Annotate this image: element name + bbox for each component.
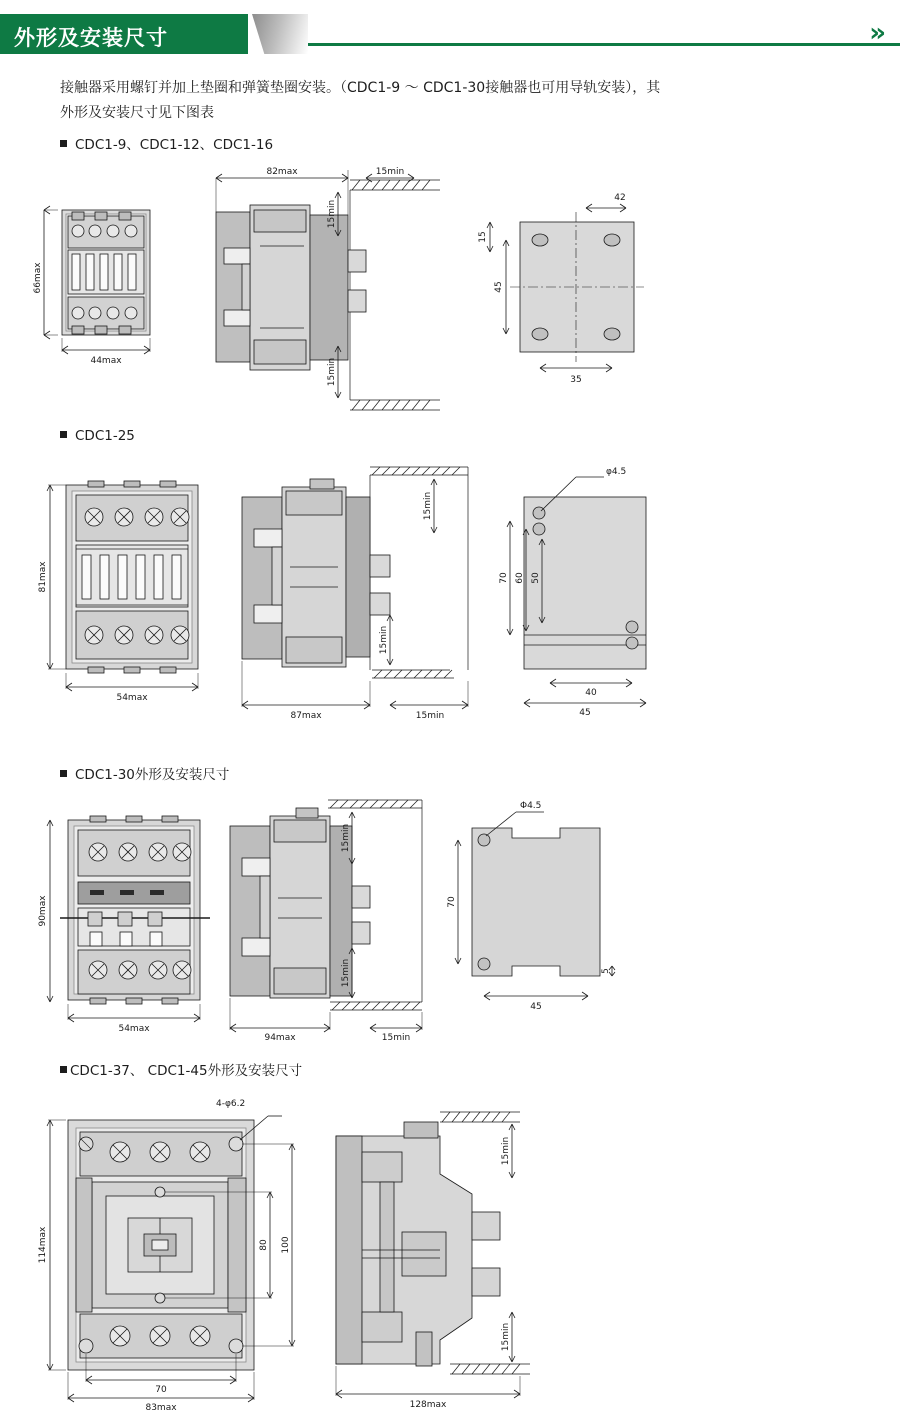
side-m2-label-4: 15min (501, 1322, 511, 1352)
front-c-label-4: 70 (155, 1385, 167, 1395)
header-wedge-decoration (252, 14, 308, 54)
section-caption-2-label: CDC1-25 (75, 428, 135, 444)
figure-cdc1-25 (20, 455, 880, 745)
section-caption-4 (60, 1059, 302, 1079)
side-m1-label-2: 15min (423, 491, 433, 521)
double-chevron-right-icon: » (869, 18, 886, 48)
front-width-label-2: 54max (116, 693, 148, 703)
front-height-label-4: 114max (38, 1226, 48, 1264)
front-height-label-1: 66max (33, 262, 43, 294)
mounting-view-1 (478, 193, 644, 385)
mount-a-label-3: 70 (447, 896, 457, 908)
front-width-label-1: 44max (90, 356, 122, 366)
front-width-label-3: 54max (118, 1024, 150, 1034)
front-holes-label-4: 4-φ6.2 (216, 1099, 246, 1109)
section-caption-2 (60, 428, 135, 444)
mount-c-label-2: 50 (531, 572, 541, 584)
section-caption-3-label: CDC1-30外形及安装尺寸 (75, 767, 230, 783)
intro-line-1: 接触器采用螺钉并加上垫圈和弹簧垫圈安装。（CDC1-9 ～ CDC1-30接触器也可用导轨安装），其 (60, 80, 661, 96)
front-a-label-4: 80 (259, 1239, 269, 1251)
front-view-3 (38, 816, 210, 1034)
side-m2-label-3: 15min (341, 958, 351, 988)
front-view-1 (33, 206, 150, 366)
side-view-4 (336, 1112, 530, 1410)
intro-text (60, 76, 750, 126)
mounting-view-3 (447, 801, 615, 1012)
figure-cdc1-30 (20, 790, 880, 1050)
mount-a-label-1: 42 (614, 193, 626, 203)
mount-a-label-2: 70 (499, 572, 509, 584)
square-bullet-icon (60, 1066, 67, 1073)
front-view-4 (38, 1099, 295, 1412)
intro-line-2: 外形及安装尺寸见下图表 (60, 105, 214, 121)
side-m3-label-2: 15min (415, 711, 445, 721)
mount-dia-label-3: Φ4.5 (520, 801, 542, 811)
figure-2-drawing (20, 455, 880, 745)
front-height-label-3: 90max (38, 895, 48, 927)
side-m1-label-3: 15min (341, 823, 351, 853)
side-view-1 (216, 167, 440, 410)
mount-b-label-2: 60 (515, 572, 525, 584)
side-view-3 (230, 800, 422, 1043)
side-width-label-4: 128max (409, 1400, 447, 1410)
mount-e-label-2: 45 (579, 708, 591, 718)
side-gap-label-1: 15min (375, 167, 405, 177)
side-m2-label-2: 15min (379, 625, 389, 655)
side-view-2 (242, 467, 468, 721)
section-caption-1-label: CDC1-9、CDC1-12、CDC1-16 (75, 137, 274, 153)
square-bullet-icon (60, 140, 67, 147)
side-width-label-3: 94max (264, 1033, 296, 1043)
square-bullet-icon (60, 770, 67, 777)
mount-c-label-3: 45 (530, 1002, 542, 1012)
side-width-label-2: 87max (290, 711, 322, 721)
mount-d-label-1: 35 (570, 375, 582, 385)
figure-3-drawing (20, 790, 880, 1050)
page-title: 外形及安装尺寸 (14, 26, 168, 50)
mount-b-label-3: 5 (601, 968, 611, 974)
front-d-label-4: 83max (145, 1403, 177, 1412)
side-m1-label-1: 15min (327, 199, 337, 229)
side-m2-label-1: 15min (327, 357, 337, 387)
header-rule (308, 43, 900, 46)
front-view-2 (38, 481, 198, 703)
figure-cdc1-37-45 (20, 1082, 880, 1412)
mount-b-label-1: 15 (478, 231, 488, 243)
mount-d-label-2: 40 (585, 688, 597, 698)
section-caption-4-label: CDC1-37、 CDC1-45外形及安装尺寸 (70, 1063, 303, 1079)
front-b-label-4: 100 (281, 1236, 291, 1254)
page-header (0, 0, 900, 62)
mounting-view-2 (499, 467, 646, 718)
side-m1-label-4: 15min (501, 1136, 511, 1166)
figure-1-drawing (20, 150, 880, 415)
square-bullet-icon (60, 431, 67, 438)
front-height-label-2: 81max (38, 561, 48, 593)
side-top-label-1: 82max (266, 167, 298, 177)
side-m3-label-3: 15min (381, 1033, 411, 1043)
mount-c-label-1: 45 (494, 281, 504, 293)
figure-cdc1-9-12-16 (20, 150, 880, 415)
mount-dia-label-2: φ4.5 (606, 467, 627, 477)
figure-4-drawing (20, 1082, 880, 1412)
section-caption-3 (60, 763, 229, 783)
